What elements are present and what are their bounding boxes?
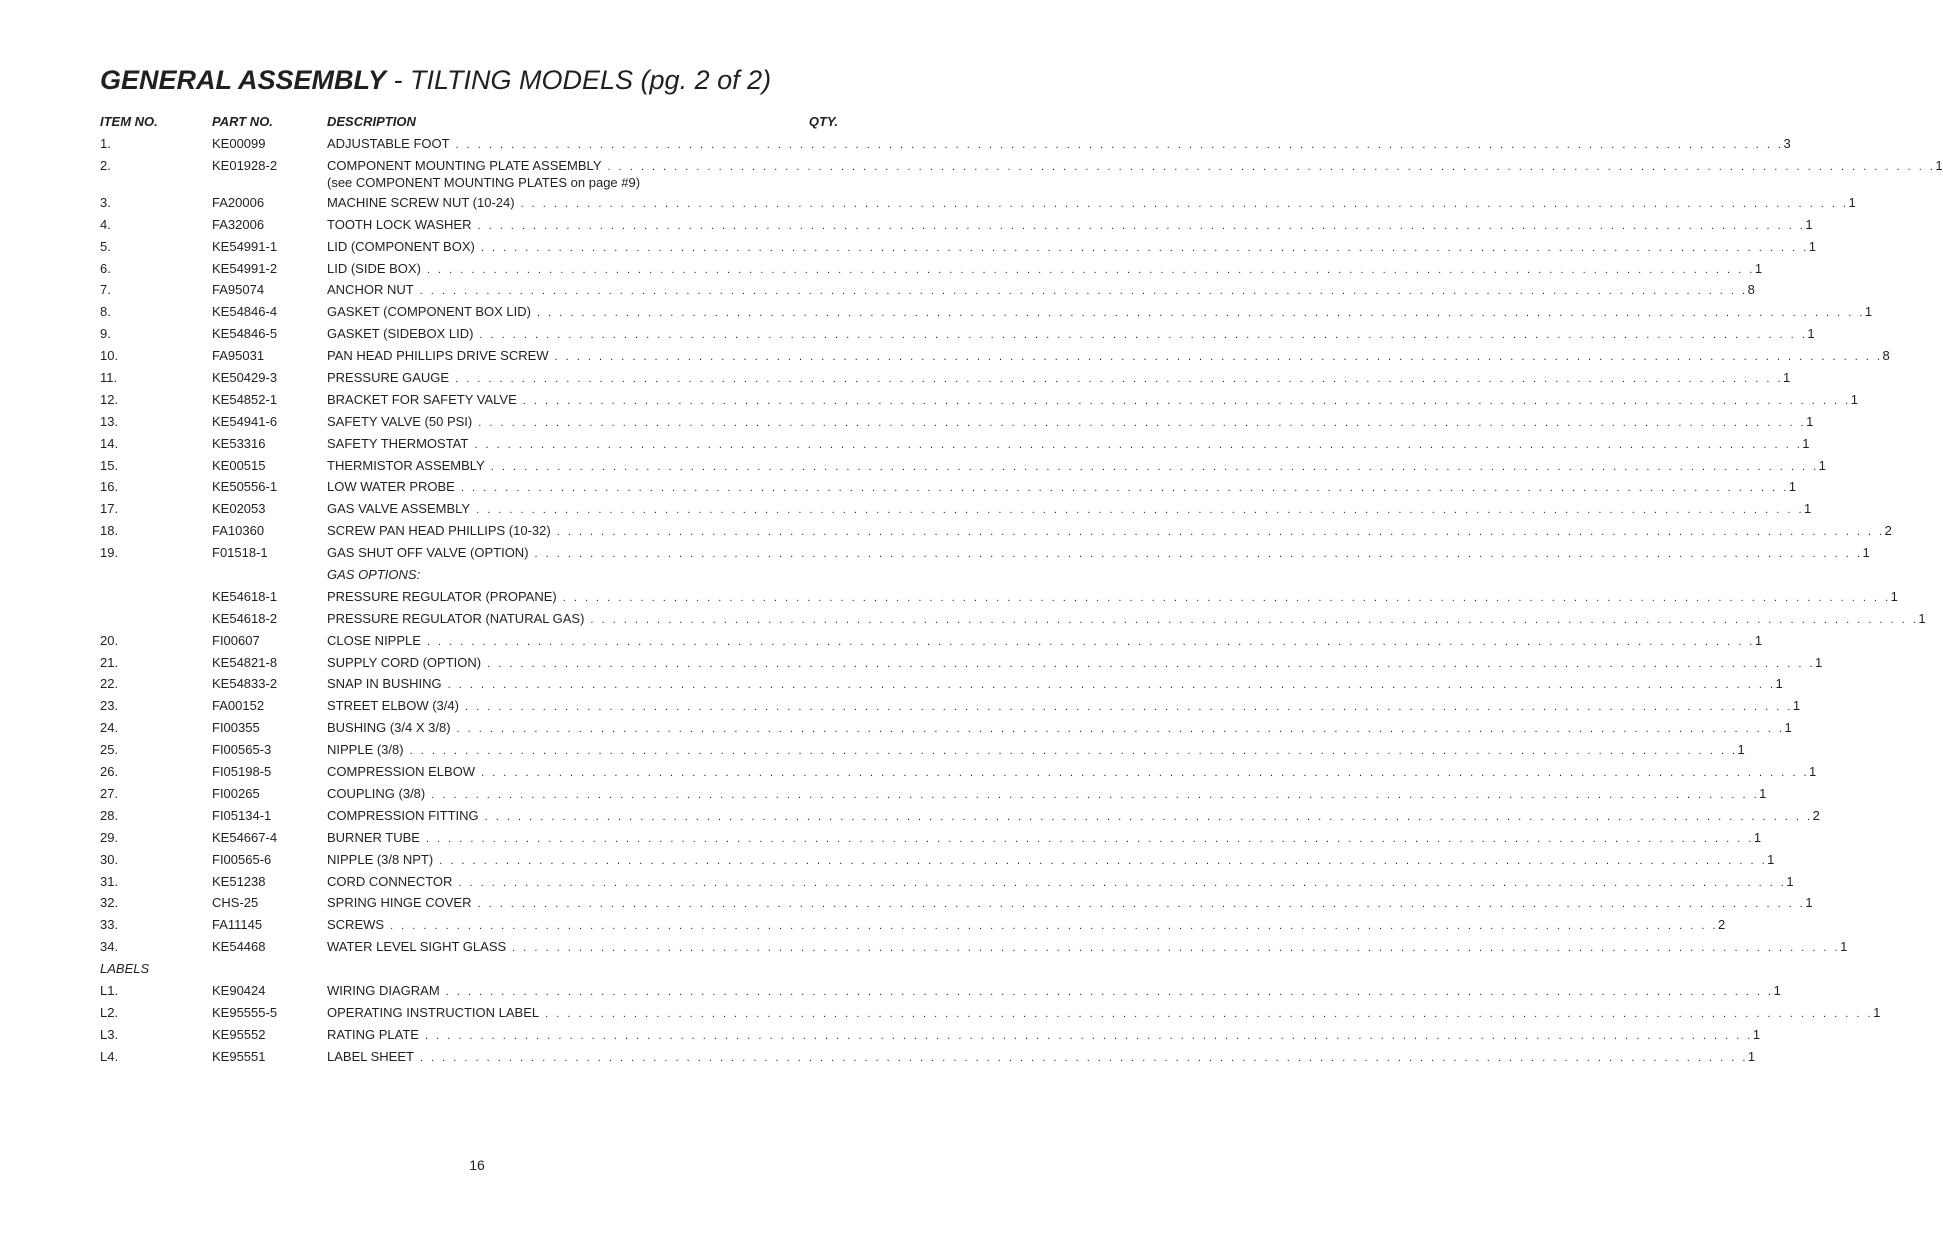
description-cell: [327, 764, 1817, 781]
description: LABEL SHEET: [327, 1048, 414, 1064]
page-title-subtitle: - TILTING MODELS (pg. 2 of 2): [386, 65, 772, 95]
quantity: 1: [1818, 457, 1826, 473]
description: PRESSURE REGULATOR (PROPANE): [327, 588, 557, 604]
description: GAS VALVE ASSEMBLY: [327, 501, 471, 517]
quantity: 1: [1918, 610, 1926, 626]
table-row: [100, 873, 1794, 896]
part-number: FI05198-5: [212, 764, 272, 780]
item-number: L2.: [100, 1004, 119, 1020]
table-row: [100, 260, 1763, 283]
description: BRACKET FOR SAFETY VALVE: [327, 391, 517, 407]
table-row: [100, 829, 1762, 852]
dot-leader: . . . . . . . . . . . . . . . . . . . . . . . . . . . . . . . . . . . . . . . . . . . . . . . . . . . . . . . . . . . . . . . . . . . . . . . . . . . . . . . . . . . . . . . . . . . . . . . . . . . . . . . . . . . . . . . . . . . . . . . .: [554, 351, 1883, 364]
quantity: 1: [1775, 676, 1783, 692]
dot-leader: . . . . . . . . . . . . . . . . . . . . . . . . . . . . . . . . . . . . . . . . . . . . . . . . . . . . . . . . . . . . . . . . . . . . . . . . . . . . . . . . . . . . . . . . . . . . . . . . . . . . . . . . . . . . . . . . . . . . . . . .: [426, 263, 1755, 276]
part-number: KE95552: [212, 1026, 266, 1042]
description: THERMISTOR ASSEMBLY: [327, 457, 485, 473]
dot-leader: . . . . . . . . . . . . . . . . . . . . . . . . . . . . . . . . . . . . . . . . . . . . . . . . . . . . . . . . . . . . . . . . . . . . . . . . . . . . . . . . . . . . . . . . . . . . . . . . . . . . . . . . . . . . . . . . . . . . . . . .: [562, 591, 1891, 604]
dot-leader: . . . . . . . . . . . . . . . . . . . . . . . . . . . . . . . . . . . . . . . . . . . . . . . . . . . . . . . . . . . . . . . . . . . . . . . . . . . . . . . . . . . . . . . . . . . . . . . . . . . . . . . . . . . . . . . . . . . . . . . .: [545, 1007, 1874, 1020]
quantity: 1: [1786, 873, 1794, 889]
dot-leader: . . . . . . . . . . . . . . . . . . . . . . . . . . . . . . . . . . . . . . . . . . . . . . . . . . . . . . . . . . . . . . . . . . . . . . . . . . . . . . . . . . . . . . . . . . . . . . . . . . . . . . . . . . . . . . . . . . . . . . . .: [556, 526, 1885, 539]
table-row: [100, 304, 1873, 326]
dot-leader: . . . . . . . . . . . . . . . . . . . . . . . . . . . . . . . . . . . . . . . . . . . . . . . . . . . . . . . . . . . . . . . . . . . . . . . . . . . . . . . . . . . . . . . . . . . . . . . . . . . . . . . . . . . . . . . . . . . . . . . .: [460, 482, 1789, 495]
part-number: KE54618-1: [212, 588, 278, 604]
part-number: CHS-25: [212, 895, 259, 911]
part-number: KE95551: [212, 1048, 266, 1064]
quantity: 1: [1737, 742, 1745, 758]
part-number: KE54468: [212, 939, 266, 955]
quantity: 1: [1806, 413, 1814, 429]
description: PRESSURE GAUGE: [327, 370, 450, 386]
item-number: 27.: [100, 785, 119, 801]
part-number: FI00565-6: [212, 851, 272, 867]
description-cell: [327, 435, 1810, 453]
description-cell: [327, 829, 1762, 847]
description-cell: [327, 720, 1792, 737]
quantity: 1: [1792, 698, 1801, 714]
dot-leader: . . . . . . . . . . . . . . . . . . . . . . . . . . . . . . . . . . . . . . . . . . . . . . . . . . . . . . . . . . . . . . . . . . . . . . . . . . . . . . . . . . . . . . . . . . . . . . . . . . . . . . . . . . . . . . . . . . . . . . . .: [458, 876, 1787, 889]
part-number: FA00152: [212, 698, 265, 714]
dot-leader: . . . . . . . . . . . . . . . . . . . . . . . . . . . . . . . . . . . . . . . . . . . . . . . . . . . . . . . . . . . . . . . . . . . . . . . . . . . . . . . . . . . . . . . . . . . . . . . . . . . . . . . . . . . . . . . . . . . . . . . .: [476, 504, 1804, 517]
dot-leader: . . . . . . . . . . . . . . . . . . . . . . . . . . . . . . . . . . . . . . . . . . . . . . . . . . . . . . . . . . . . . . . . . . . . . . . . . . . . . . . . . . . . . . . . . . . . . . . . . . . . . . . . . . . . . . . . . . . . . . . .: [490, 460, 1819, 473]
quantity: 1: [1752, 1026, 1761, 1042]
table-header: [100, 114, 840, 130]
quantity: 1: [1804, 501, 1812, 517]
part-number: KE50429-3: [212, 370, 278, 386]
item-number: 14.: [100, 435, 119, 451]
description-cell: [327, 1004, 1881, 1022]
description-cell: [327, 216, 1813, 234]
description-cell: [327, 413, 1814, 431]
part-number: FA95074: [212, 282, 265, 298]
item-number: 26.: [100, 764, 119, 780]
item-number: 22.: [100, 676, 119, 692]
description: RATING PLATE: [327, 1026, 419, 1042]
quantity: 1: [1807, 326, 1815, 342]
description-cell: [327, 873, 1794, 891]
dot-leader: . . . . . . . . . . . . . . . . . . . . . . . . . . . . . . . . . . . . . . . . . . . . . . . . . . . . . . . . . . . . . . . . . . . . . . . . . . . . . . . . . . . . . . . . . . . . . . . . . . . . . . . . . . . . . . . . . . . . . . . .: [480, 241, 1809, 254]
description: COMPRESSION ELBOW: [327, 764, 476, 780]
description: NIPPLE (3/8 NPT): [327, 851, 434, 867]
table-row: [100, 764, 1817, 786]
description-cell: [327, 588, 1898, 606]
part-number: FI00355: [212, 720, 260, 736]
quantity: 1: [1754, 632, 1763, 648]
item-number: 33.: [100, 917, 119, 933]
parts-list: [100, 136, 1943, 1071]
description: SAFETY VALVE (50 PSI): [327, 413, 473, 429]
item-number: 18.: [100, 523, 119, 539]
quantity: 1: [1767, 851, 1775, 867]
part-number: FA11145: [212, 917, 263, 933]
item-number: 11.: [100, 370, 118, 386]
description-cell: [327, 895, 1813, 912]
description: LID (COMPONENT BOX): [327, 238, 475, 254]
item-number: 31.: [100, 873, 119, 889]
description-cell: [327, 654, 1823, 672]
table-row: [100, 194, 1856, 217]
description: SCREWS: [327, 917, 385, 933]
part-number: KE54667-4: [212, 829, 278, 845]
part-number: KE00099: [212, 136, 266, 151]
table-row: [100, 479, 1796, 501]
item-number: 28.: [100, 807, 119, 823]
part-number: KE54846-5: [212, 326, 278, 342]
quantity: 1: [1809, 764, 1817, 780]
description-cell: [327, 676, 1783, 693]
dot-leader: . . . . . . . . . . . . . . . . . . . . . . . . . . . . . . . . . . . . . . . . . . . . . . . . . . . . . . . . . . . . . . . . . . . . . . . . . . . . . . . . . . . . . . . . . . . . . . . . . . . . . . . . . . . . . . . . . . . . . . . .: [425, 832, 1754, 845]
table-row: [100, 157, 1943, 195]
description-cell: [327, 851, 1775, 869]
dot-leader: . . . . . . . . . . . . . . . . . . . . . . . . . . . . . . . . . . . . . . . . . . . . . . . . . . . . . . . . . . . . . . . . . . . . . . . . . . . . . . . . . . . . . . . . . . . . . . . . . . . . . . . . . . . . . . . . . . . . . . . .: [455, 373, 1784, 386]
item-number: 20.: [100, 632, 119, 648]
dot-leader: . . . . . . . . . . . . . . . . . . . . . . . . . . . . . . . . . . . . . . . . . . . . . . . . . . . . . . . . . . . . . . . . . . . . . . . . . . . . . . . . . . . . . . . . . . . . . . . . . . . . . . . . . . . . . . . . . . . . . . . .: [390, 920, 1718, 933]
quantity: 1: [1815, 654, 1823, 670]
quantity: 2: [1717, 917, 1726, 933]
description-cell: [327, 567, 826, 583]
quantity: 1: [1753, 829, 1762, 845]
item-number: 19.: [100, 545, 119, 561]
dot-leader: . . . . . . . . . . . . . . . . . . . . . . . . . . . . . . . . . . . . . . . . . . . . . . . . . . . . . . . . . . . . . . . . . . . . . . . . . . . . . . . . . . . . . . . . . . . . . . . . . . . . . . . . . . . . . . . . . . . . . . . .: [522, 394, 1851, 407]
column-header-description: DESCRIPTION: [327, 114, 416, 129]
description: COUPLING (3/8): [327, 785, 426, 801]
table-row: [100, 391, 1858, 414]
description: SAFETY THERMOSTAT: [327, 435, 469, 451]
dot-leader: . . . . . . . . . . . . . . . . . . . . . . . . . . . . . . . . . . . . . . . . . . . . . . . . . . . . . . . . . . . . . . . . . . . . . . . . . . . . . . . . . . . . . . . . . . . . . . . . . . . . . . . . . . . . . . . . . . . . . . . .: [534, 548, 1863, 561]
description-cell: [327, 917, 1726, 934]
part-number: KE54991-2: [212, 260, 278, 276]
dot-leader: . . . . . . . . . . . . . . . . . . . . . . . . . . . . . . . . . . . . . . . . . . . . . . . . . . . . . . . . . . . . . . . . . . . . . . . . . . . . . . . . . . . . . . . . . . . . . . . . . . . . . . . . . . . . . . . . . . . . . . . .: [464, 701, 1793, 714]
description-cell: [327, 785, 1767, 803]
quantity: 1: [1848, 194, 1856, 210]
table-row: [100, 917, 1726, 939]
item-number: 17.: [100, 501, 119, 517]
dot-leader: . . . . . . . . . . . . . . . . . . . . . . . . . . . . . . . . . . . . . . . . . . . . . . . . . . . . . . . . . . . . . . . . . . . . . . . . . . . . . . . . . . . . . . . . . . . . . . . . . . . . . . . . . . . . . . . . . . . . . . . .: [478, 416, 1807, 429]
item-number: 32.: [100, 895, 119, 911]
description: SNAP IN BUSHING: [327, 676, 442, 692]
dot-leader: . . . . . . . . . . . . . . . . . . . . . . . . . . . . . . . . . . . . . . . . . . . . . . . . . . . . . . . . . . . . . . . . . . . . . . . . . . . . . . . . . . . . . . . . . . . . . . . . . . . . . . . . . . . . . . . . . . . . . . . .: [439, 854, 1768, 867]
description-cell: [327, 157, 1943, 191]
table-row: [100, 523, 1892, 545]
description: ANCHOR NUT: [327, 282, 414, 298]
part-number: KE02053: [212, 501, 266, 517]
description: BURNER TUBE: [327, 829, 420, 845]
dot-leader: . . . . . . . . . . . . . . . . . . . . . . . . . . . . . . . . . . . . . . . . . . . . . . . . . . . . . . . . . . . . . . . . . . . . . . . . . . . . . . . . . . . . . . . . . . . . . . . . . . . . . . . . . . . . . . . . . . . . . . . .: [484, 810, 1813, 823]
description: CLOSE NIPPLE: [327, 632, 421, 648]
table-row: [100, 588, 1898, 611]
column-header-item: ITEM NO.: [100, 114, 158, 129]
part-number: KE00515: [212, 457, 266, 473]
description: PAN HEAD PHILLIPS DRIVE SCREW: [327, 348, 549, 364]
dot-leader: . . . . . . . . . . . . . . . . . . . . . . . . . . . . . . . . . . . . . . . . . . . . . . . . . . . . . . . . . . . . . . . . . . . . . . . . . . . . . . . . . . . . . . . . . . . . . . . . . . . . . . . . . . . . . . . . . . . . . . . .: [477, 219, 1806, 232]
item-number: 4.: [100, 216, 111, 232]
table-row: [100, 501, 1812, 523]
dot-leader: . . . . . . . . . . . . . . . . . . . . . . . . . . . . . . . . . . . . . . . . . . . . . . . . . . . . . . . . . . . . . . . . . . . . . . . . . . . . . . . . . . . . . . . . . . . . . . . . . . . . . . . . . . . . . . . . . . . . . . . .: [520, 197, 1849, 210]
quantity: 1: [1783, 370, 1791, 386]
page-number: 16: [469, 1157, 485, 1173]
description: GASKET (COMPONENT BOX LID): [327, 304, 531, 320]
description: GAS SHUT OFF VALVE (OPTION): [327, 545, 529, 561]
dot-leader: . . . . . . . . . . . . . . . . . . . . . . . . . . . . . . . . . . . . . . . . . . . . . . . . . . . . . . . . . . . . . . . . . . . . . . . . . . . . . . . . . . . . . . . . . . . . . . . . . . . . . . . . . . . . . . . . . . . . . . . .: [512, 942, 1841, 955]
dot-leader: . . . . . . . . . . . . . . . . . . . . . . . . . . . . . . . . . . . . . . . . . . . . . . . . . . . . . . . . . . . . . . . . . . . . . . . . . . . . . . . . . . . . . . . . . . . . . . . . . . . . . . . . . . . . . . . . . . . . . . . .: [419, 285, 1748, 298]
table-row: [100, 654, 1823, 677]
item-number: 30.: [100, 851, 119, 867]
dot-leader: . . . . . . . . . . . . . . . . . . . . . . . . . . . . . . . . . . . . . . . . . . . . . . . . . . . . . . . . . . . . . . . . . . . . . . . . . . . . . . . . . . . . . . . . . . . . . . . . . . . . . . . . . . . . . . . . . . . . . . . .: [590, 613, 1919, 626]
part-number: KE01928-2: [212, 157, 278, 173]
part-number: KE54833-2: [212, 676, 278, 692]
part-number: KE54941-6: [212, 413, 278, 429]
description: SUPPLY CORD (OPTION): [327, 654, 482, 670]
item-number: 12.: [100, 391, 119, 407]
description: OPERATING INSTRUCTION LABEL: [327, 1004, 540, 1020]
quantity: 1: [1773, 982, 1781, 998]
dot-leader: . . . . . . . . . . . . . . . . . . . . . . . . . . . . . . . . . . . . . . . . . . . . . . . . . . . . . . . . . . . . . . . . . . . . . . . . . . . . . . . . . . . . . . . . . . . . . . . . . . . . . . . . . . . . . . . . . . . . . . . .: [487, 657, 1816, 670]
item-number: 5.: [100, 238, 111, 254]
part-number: FI00565-3: [212, 742, 272, 758]
table-row: [100, 238, 1816, 261]
description-cell: [327, 260, 1763, 278]
quantity: 1: [1759, 785, 1767, 801]
table-row: [100, 698, 1801, 720]
description: WATER LEVEL SIGHT GLASS: [327, 939, 507, 955]
description-cell: [327, 326, 1815, 343]
description: BUSHING (3/4 X 3/8): [327, 720, 451, 736]
table-row: [100, 413, 1814, 436]
part-number: KE54852-1: [212, 391, 278, 407]
quantity: 1: [1864, 304, 1873, 320]
dot-leader: . . . . . . . . . . . . . . . . . . . . . . . . . . . . . . . . . . . . . . . . . . . . . . . . . . . . . . . . . . . . . . . . . . . . . . . . . . . . . . . . . . . . . . . . . . . . . . . . . . . . . . . . . . . . . . . . . . . . . . . .: [455, 139, 1784, 151]
table-row: [100, 632, 1763, 655]
table-row: [100, 457, 1826, 480]
item-number: 9.: [100, 326, 111, 342]
table-row: [100, 567, 840, 589]
item-number: 21.: [100, 654, 119, 670]
dot-leader: . . . . . . . . . . . . . . . . . . . . . . . . . . . . . . . . . . . . . . . . . . . . . . . . . . . . . . . . . . . . . . . . . . . . . . . . . . . . . . . . . . . . . . . . . . . . . . . . . . . . . . . . . . . . . . . . . . . . . . . .: [409, 745, 1738, 758]
description: WIRING DIAGRAM: [327, 982, 440, 998]
description-cell: [327, 1026, 1761, 1044]
quantity: 8: [1747, 282, 1755, 298]
description: ADJUSTABLE FOOT: [327, 136, 450, 151]
quantity: 1: [1873, 1004, 1881, 1020]
table-row: [100, 136, 1791, 158]
part-number: KE54821-8: [212, 654, 278, 670]
table-row: [100, 545, 1870, 567]
section-heading: GAS OPTIONS:: [327, 567, 421, 583]
item-number: 8.: [100, 304, 111, 320]
page-title-main: GENERAL ASSEMBLY: [100, 65, 387, 95]
description-cell: [327, 348, 1890, 365]
part-number: FI05134-1: [212, 807, 272, 823]
quantity: 1: [1747, 1048, 1756, 1064]
description: PRESSURE REGULATOR (NATURAL GAS): [327, 610, 585, 626]
quantity: 1: [1805, 895, 1813, 911]
description-cell: [327, 545, 1870, 562]
description: CORD CONNECTOR: [327, 873, 453, 889]
description-cell: [327, 457, 1826, 475]
item-number: 2.: [100, 157, 111, 173]
table-row: [100, 326, 1815, 348]
description: LOW WATER PROBE: [327, 479, 455, 495]
quantity: 1: [1840, 939, 1848, 955]
description-cell: [327, 370, 1791, 387]
dot-leader: . . . . . . . . . . . . . . . . . . . . . . . . . . . . . . . . . . . . . . . . . . . . . . . . . . . . . . . . . . . . . . . . . . . . . . . . . . . . . . . . . . . . . . . . . . . . . . . . . . . . . . . . . . . . . . . . . . . . . . . .: [424, 1029, 1753, 1042]
item-number: 15.: [100, 457, 119, 473]
table-row: [100, 982, 1781, 1005]
quantity: 1: [1935, 157, 1943, 173]
item-number: 34.: [100, 939, 119, 955]
quantity: 1: [1788, 479, 1796, 495]
description-cell: [327, 136, 1791, 153]
table-row: [100, 282, 1755, 304]
description-cell: [327, 632, 1763, 650]
dot-leader: . . . . . . . . . . . . . . . . . . . . . . . . . . . . . . . . . . . . . . . . . . . . . . . . . . . . . . . . . . . . . . . . . . . . . . . . . . . . . . . . . . . . . . . . . . . . . . . . . . . . . . . . . . . . . . . . . . . . . . . .: [474, 438, 1803, 451]
table-row: [100, 785, 1767, 808]
part-number: FA32006: [212, 216, 265, 232]
part-number: FI00607: [212, 632, 260, 648]
item-number: 16.: [100, 479, 119, 495]
quantity: 1: [1805, 216, 1813, 232]
quantity: 1: [1808, 238, 1816, 254]
description: SPRING HINGE COVER: [327, 895, 472, 911]
table-row: [100, 610, 1926, 633]
description: MACHINE SCREW NUT (10-24): [327, 194, 515, 210]
part-number: KE51238: [212, 873, 266, 889]
description-cell: [327, 304, 1873, 321]
item-number: 13.: [100, 413, 119, 429]
dot-leader: . . . . . . . . . . . . . . . . . . . . . . . . . . . . . . . . . . . . . . . . . . . . . . . . . . . . . . . . . . . . . . . . . . . . . . . . . . . . . . . . . . . . . . . . . . . . . . . . . . . . . . . . . . . . . . . . . . . . . . . .: [419, 1051, 1748, 1064]
dot-leader: . . . . . . . . . . . . . . . . . . . . . . . . . . . . . . . . . . . . . . . . . . . . . . . . . . . . . . . . . . . . . . . . . . . . . . . . . . . . . . . . . . . . . . . . . . . . . . . . . . . . . . . . . . . . . . . . . . . . . . . .: [447, 679, 1776, 692]
part-number: KE53316: [212, 435, 266, 451]
part-number: F01518-1: [212, 545, 268, 561]
dot-leader: . . . . . . . . . . . . . . . . . . . . . . . . . . . . . . . . . . . . . . . . . . . . . . . . . . . . . . . . . . . . . . . . . . . . . . . . . . . . . . . . . . . . . . . . . . . . . . . . . . . . . . . . . . . . . . . . . . . . . . . .: [607, 160, 1936, 173]
description-cell: [327, 982, 1781, 1000]
description-note: (see COMPONENT MOUNTING PLATES on page #9): [327, 174, 641, 190]
item-number: L3.: [100, 1026, 119, 1042]
dot-leader: . . . . . . . . . . . . . . . . . . . . . . . . . . . . . . . . . . . . . . . . . . . . . . . . . . . . . . . . . . . . . . . . . . . . . . . . . . . . . . . . . . . . . . . . . . . . . . . . . . . . . . . . . . . . . . . . . . . . . . . .: [481, 767, 1809, 780]
description-cell: [327, 742, 1745, 759]
item-number: 23.: [100, 698, 119, 714]
description-cell: [327, 807, 1820, 825]
table-row: [100, 370, 1791, 392]
description-cell: [327, 238, 1816, 256]
quantity: 1: [1850, 391, 1858, 407]
item-number: 25.: [100, 742, 119, 758]
part-number: KE54618-2: [212, 610, 278, 626]
item-number: 7.: [100, 282, 111, 298]
description: TOOTH LOCK WASHER: [327, 216, 472, 232]
description-cell: [327, 501, 1812, 518]
item-number: L4.: [100, 1048, 119, 1064]
description: COMPRESSION FITTING: [327, 807, 479, 823]
quantity: 1: [1784, 720, 1792, 736]
description: NIPPLE (3/8): [327, 742, 404, 758]
part-number: KE54846-4: [212, 304, 278, 320]
table-row: [100, 939, 1848, 961]
part-number: FA10360: [212, 523, 265, 539]
section-heading: LABELS: [100, 961, 150, 977]
item-number: 6.: [100, 260, 111, 276]
part-number: FA95031: [212, 348, 265, 364]
dot-leader: . . . . . . . . . . . . . . . . . . . . . . . . . . . . . . . . . . . . . . . . . . . . . . . . . . . . . . . . . . . . . . . . . . . . . . . . . . . . . . . . . . . . . . . . . . . . . . . . . . . . . . . . . . . . . . . . . . . . . . . .: [479, 329, 1808, 342]
part-number: KE50556-1: [212, 479, 278, 495]
quantity: 1: [1802, 435, 1810, 451]
item-number: L1.: [100, 982, 119, 998]
column-header-qty: QTY.: [808, 114, 838, 129]
description-cell: [327, 610, 1926, 628]
table-row: [100, 851, 1775, 874]
part-number: FI00265: [212, 785, 260, 801]
item-number: 10.: [100, 348, 119, 364]
quantity: 1: [1862, 545, 1870, 561]
description-cell: [327, 391, 1858, 409]
quantity: 2: [1884, 523, 1892, 539]
table-row: [100, 961, 840, 983]
table-row: [100, 676, 1783, 698]
description-cell: [327, 479, 1796, 496]
dot-leader: . . . . . . . . . . . . . . . . . . . . . . . . . . . . . . . . . . . . . . . . . . . . . . . . . . . . . . . . . . . . . . . . . . . . . . . . . . . . . . . . . . . . . . . . . . . . . . . . . . . . . . . . . . . . . . . . . . . . . . . .: [456, 723, 1785, 736]
table-row: [100, 1004, 1881, 1027]
item-number: 29.: [100, 829, 119, 845]
part-number: KE54991-1: [212, 238, 278, 254]
part-number: FA20006: [212, 194, 265, 210]
description: SCREW PAN HEAD PHILLIPS (10-32): [327, 523, 551, 539]
table-row: [100, 216, 1813, 239]
dot-leader: . . . . . . . . . . . . . . . . . . . . . . . . . . . . . . . . . . . . . . . . . . . . . . . . . . . . . . . . . . . . . . . . . . . . . . . . . . . . . . . . . . . . . . . . . . . . . . . . . . . . . . . . . . . . . . . . . . . . . . . .: [445, 985, 1774, 998]
item-number: 24.: [100, 720, 119, 736]
dot-leader: . . . . . . . . . . . . . . . . . . . . . . . . . . . . . . . . . . . . . . . . . . . . . . . . . . . . . . . . . . . . . . . . . . . . . . . . . . . . . . . . . . . . . . . . . . . . . . . . . . . . . . . . . . . . . . . . . . . . . . . .: [477, 898, 1806, 911]
description-cell: [327, 523, 1892, 540]
description: COMPONENT MOUNTING PLATE ASSEMBLY: [327, 157, 602, 173]
table-row: [100, 807, 1820, 830]
page-title: [100, 64, 771, 96]
table-row: [100, 895, 1813, 917]
description: LID (SIDE BOX): [327, 260, 421, 276]
quantity: 1: [1890, 588, 1898, 604]
table-row: [100, 1026, 1761, 1049]
description-cell: [327, 698, 1801, 715]
item-number: 3.: [100, 194, 111, 210]
table-row: [100, 435, 1810, 458]
quantity: 3: [1783, 136, 1791, 151]
item-number: 1.: [100, 136, 111, 151]
dot-leader: . . . . . . . . . . . . . . . . . . . . . . . . . . . . . . . . . . . . . . . . . . . . . . . . . . . . . . . . . . . . . . . . . . . . . . . . . . . . . . . . . . . . . . . . . . . . . . . . . . . . . . . . . . . . . . . . . . . . . . . .: [431, 788, 1760, 801]
description: GASKET (SIDEBOX LID): [327, 326, 474, 342]
column-header-part: PART NO.: [212, 114, 273, 129]
description-cell: [327, 194, 1856, 212]
quantity: 2: [1812, 807, 1820, 823]
description-cell: [327, 939, 1848, 956]
description: STREET ELBOW (3/4): [327, 698, 459, 714]
part-number: KE95555-5: [212, 1004, 278, 1020]
dot-leader: . . . . . . . . . . . . . . . . . . . . . . . . . . . . . . . . . . . . . . . . . . . . . . . . . . . . . . . . . . . . . . . . . . . . . . . . . . . . . . . . . . . . . . . . . . . . . . . . . . . . . . . . . . . . . . . . . . . . . . . .: [536, 307, 1865, 320]
table-row: [100, 348, 1890, 370]
quantity: 1: [1754, 260, 1763, 276]
table-row: [100, 720, 1792, 742]
quantity: 8: [1882, 348, 1890, 364]
dot-leader: . . . . . . . . . . . . . . . . . . . . . . . . . . . . . . . . . . . . . . . . . . . . . . . . . . . . . . . . . . . . . . . . . . . . . . . . . . . . . . . . . . . . . . . . . . . . . . . . . . . . . . . . . . . . . . . . . . . . . . . .: [426, 635, 1755, 648]
part-number: KE90424: [212, 982, 266, 998]
description-cell: [327, 1048, 1756, 1066]
table-row: [100, 742, 1745, 764]
description-cell: [327, 282, 1755, 299]
table-row: [100, 1048, 1756, 1071]
